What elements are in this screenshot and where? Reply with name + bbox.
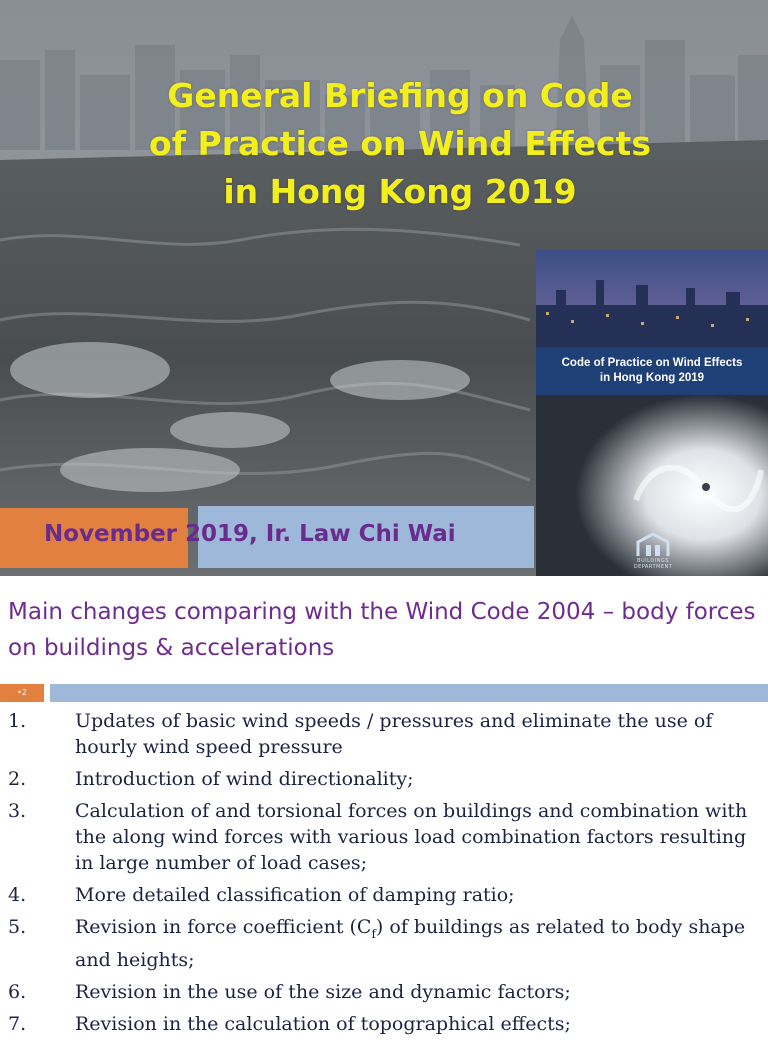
wind-code-cover-image (536, 250, 768, 576)
title-line: of Practice on Wind Effects (149, 124, 651, 163)
slide-number: •2 (0, 684, 44, 702)
header-divider-bar (50, 684, 768, 702)
item-text-part: ) of buildings as related to body shape and heights; (75, 916, 746, 971)
list-item (0, 766, 768, 792)
list-item (0, 979, 768, 1005)
item-text (75, 914, 768, 973)
title-line: in Hong Kong 2019 (223, 172, 577, 211)
date-author-text: November 2019, Ir. Law Chi Wai (44, 521, 456, 547)
item-number: 2. (8, 768, 27, 790)
list-item (0, 882, 768, 908)
slide-heading: Main changes comparing with the Wind Code 2004 – body forces on buildings & accelerations (8, 599, 756, 661)
item-text: Introduction of wind directionality; (75, 768, 414, 790)
changes-list (0, 708, 768, 1043)
cover-title-band (536, 347, 768, 395)
title-line: General Briefing on Code (167, 76, 633, 115)
item-text-part: Revision in force coefficient (C (75, 916, 372, 938)
list-item (0, 798, 768, 876)
item-number: 4. (8, 884, 27, 906)
presentation-title (40, 72, 760, 216)
cover-title-line: in Hong Kong 2019 (599, 372, 705, 384)
buildings-department-logo-icon (636, 532, 670, 558)
item-text: Revision in the calculation of topographical effects; (75, 1012, 571, 1035)
item-number: 1. (8, 710, 27, 732)
content-slide (0, 576, 768, 1035)
item-text: Calculation of and torsional forces on buildings and combination with the along wind forces with various load combination factors resulting in large number of load cases; (75, 800, 748, 874)
subscript-f: f (371, 926, 376, 941)
cover-title-line: Code of Practice on Wind Effects (561, 357, 743, 369)
item-text: Revision in the use of the size and dynamic factors; (75, 980, 571, 1003)
item-number: 7. (8, 1012, 27, 1035)
item-number: 3. (8, 800, 27, 822)
buildings-department-logo-text: BUILDINGS DEPARTMENT (633, 558, 673, 570)
list-item (0, 914, 768, 973)
item-number: 5. (8, 916, 27, 938)
item-text: More detailed classification of damping ratio; (75, 884, 515, 906)
list-item (0, 708, 768, 760)
item-number: 6. (8, 980, 27, 1003)
item-text: Updates of basic wind speeds / pressures and eliminate the use of hourly wind speed pressure (75, 710, 713, 758)
